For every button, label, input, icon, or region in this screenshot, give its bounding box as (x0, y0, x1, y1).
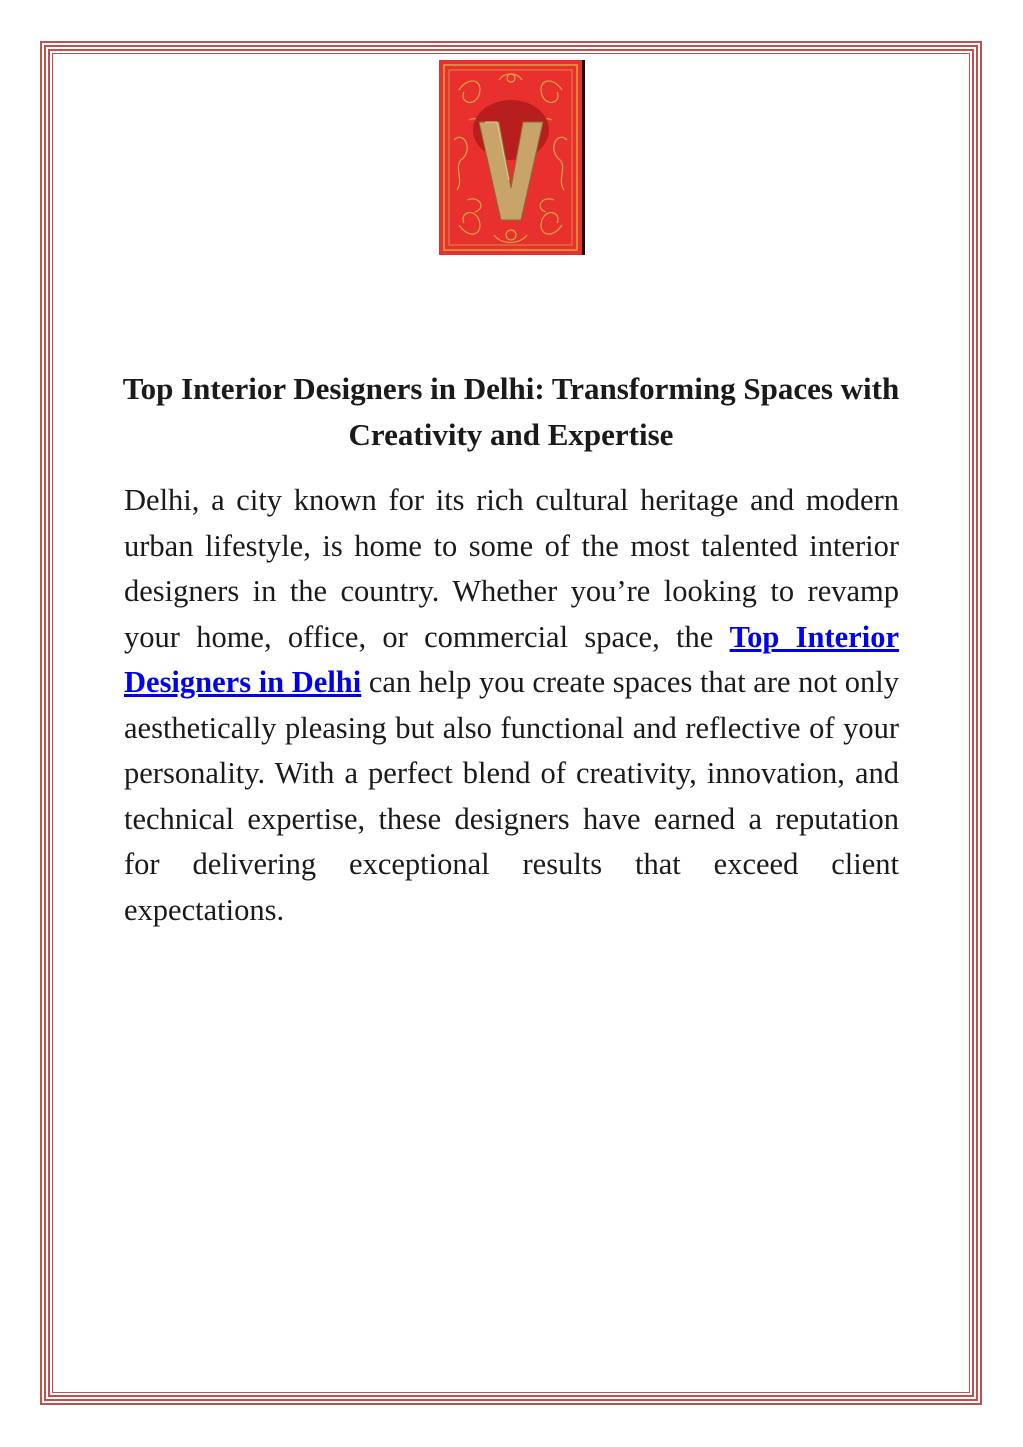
paragraph-text-after-link: can help you create spaces that are not only aesthetically pleasing but also functional and reflective of your personality. With a perfect blend of creativity, innovation, and technical expertise, these designers have earned a reputation for delivering exceptional results that exceed client expectations. (124, 665, 899, 927)
top-interior-designers-link[interactable]: Top Interior Designers in Delhi (124, 619, 899, 699)
ornate-v-logo-icon (439, 60, 585, 255)
document-title: Top Interior Designers in Delhi: Transforming Spaces with Creativity and Expertise (122, 371, 900, 452)
body-paragraph (124, 478, 899, 933)
paragraph-text-before-link: Delhi, a city known for its rich cultural heritage and modern urban lifestyle, is home to some of the most talented interior designers in the country. Whether you’re looking to revamp your home, office, or commercial space, the (124, 483, 899, 654)
